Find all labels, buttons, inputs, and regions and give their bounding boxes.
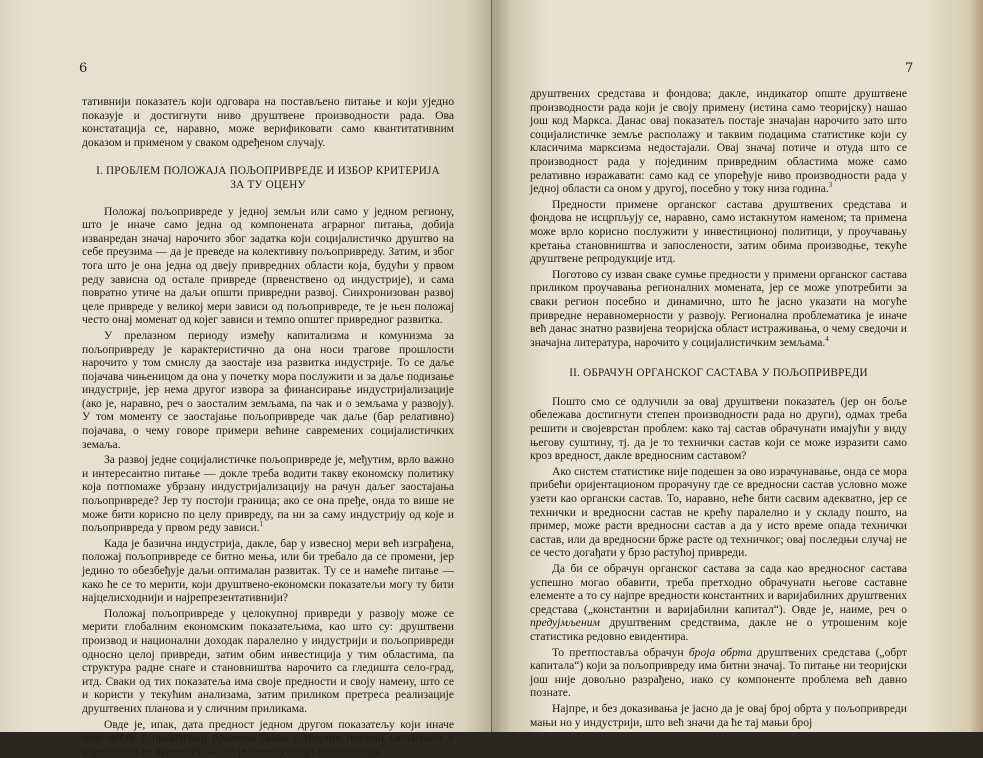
paragraph (530, 646, 907, 700)
paragraph (82, 453, 454, 535)
paragraph-text: То претпоставља обрачун (552, 645, 689, 659)
paragraph-intro: тативнији показатељ који одговара на постављено питање и који уједно показује и достигнути ниво друштвене производности рада. Ова констатација се, наравно, може верификовати само квантитативним доказом и применом у сваком одређеном случају. (82, 95, 454, 149)
page-number-right: 7 (905, 61, 914, 76)
paragraph: Положај пољопривреде у једној земљи или само у једном региону, што је иначе само једна од компонената аграрног питања, добија изванредан значај нарочито због задатка који социјалистичко друштво на себе преузима — да је преведе на колективну пољопривреду. Затим, и због тога што је она једна од двеју привредних области која, будући у првом реду зависна од остале привреде (првенствено од индустрије), и сама повратно утиче на даљи општи привредни развој. Синхронизован развој целе привреде у великој мери зависи од пољопривреде, те је њен положај често онај моменат од којег зависи и темпо општег привредног развитка. (82, 204, 454, 327)
right-page (491, 0, 983, 732)
paragraph-text: — то је поменути органски састав (207, 744, 379, 758)
section-heading-2: II. ОБРАЧУН ОРГАНСКОГ САСТАВА У ПОЉОПРИВРЕДИ (569, 367, 868, 380)
footnote-marker: 2 (203, 743, 208, 752)
paragraph-text: друштвених средстава („обрт капитала“) који за пољопривреду има битни значај. То питање ни теоријски још није довољно разрађено, иако су компоненте проблема већ давно познате. (530, 645, 907, 700)
paragraph-text: друштвених средстава и фондова; дакле, индикатор опште друштвене производности рада који је своју примену (истина само теоријску) нашао још код Маркса. Данас овај показатељ постаје значајан нарочито зато што социјалистичке земље располажу и таквим подацима статистике који су класичима марксизма недостајали. Овај значај потиче и отуда што се производност рада у појединим привредним областима може само релативно изражавати: само кад се упоређује ниво производности рада у једној области са оном у другој, посебно у току низа година. (530, 87, 907, 196)
footnote-marker: 1 (259, 520, 264, 529)
paragraph-text: Да би се обрачун органског састава за сада као вредносног састава успешно могао обавити, треба претходно обрачунати његове саставне елементе а то су најпре вредности константних и варијабилних друштвених средстава („константни и варијабилни капитал“). Овде је, наиме, реч о (530, 562, 907, 616)
paragraph: Предности примене органског састава друштвених средстава и фондова не исцрпљују се, наравно, само истакнутом наменом; та примена може врло корисно послужити у инвестиционој политици, у проучавању кретања становништва и запослености, затим обима производње, текуће друштвене репродукције итд. (530, 197, 907, 266)
paragraph: Најпре, и без доказивања је јасно да је овај број обрта у пољопривреди мањи но у индустрији, што већ значи да ће тај мањи број (530, 701, 907, 729)
section-heading-1 (82, 165, 454, 192)
footnote-marker: 3 (828, 181, 833, 190)
paragraph-text: друштвеним средствима, дакле не о утрошеним које статистика редовно евидентира. (530, 616, 907, 643)
right-page-body (530, 87, 907, 729)
section-heading-1-line2: ЗА ТУ ОЦЕНУ (230, 178, 306, 191)
paragraph (530, 268, 907, 350)
paragraph-text: Поготово су изван сваке сумње предности у примени органског састава приликом проучавања регионалних момената, јер се може употребити за сваки регион посебно и динамично, што ће јасно указати на могуће привредне неравномерности у развоју. Регионална проблематика је иначе већ данас знатно развијена теоријска област истраживања, о чему сведочи и значајна литература, нарочито у социјалистичким земљама. (530, 267, 907, 349)
paragraph: Положај пољопривреде у целокупној привреди у развоју може се мерити глобалним економским показатељима, као што су: друштвени производ и национални доходак паралелно у индустрији и пољопривреди односно целој привреди, затим обим инвестиција у тим областима, па структура радне снаге и становништва нарочито са гледишта село-град, итд. Сваки од тих показатеља има своје предности и своју намену, што се и користи у текућим анализама, затим приликом претреса реализације друштвених планова и у сличним приликама. (82, 606, 454, 715)
page-number-left: 6 (79, 61, 88, 76)
paragraph (82, 718, 454, 758)
left-page (0, 0, 491, 758)
paragraph: Када је базична индустрија, дакле, бар у извесној мери већ изграђена, положај пољопривреде се битно мења, или би требало да се промени, јер једино то обезбеђује даљи оптималан развитак. Ту се и намеће питање — како ће се то мерити, који друштвено-економски показатељи могу ту бити најцелисходнији и најрепрезентативнији? (82, 536, 454, 605)
paragraph: У прелазном периоду између капитализма и комунизма за пољопривреду је карактеристично да она носи трагове прошлости нарочито у том смислу да заостаје иза развитка индустрије. То се даље појачава чињеницом да она у почетку мора послужити и за даље подизање индустрије, јер нема другог извора за финансирање индустријализације (ако је, наравно, реч о заосталим земљама, па чак и о земљама у развоју). У том моменту се заостајање пољопривреде чак даље (бар релативно) појачава, о чему говоре примери већине савремених социјалистичких земаља. (82, 328, 454, 451)
paragraph (530, 87, 907, 196)
paragraph-text: Овде је, ипак, дата предност једном другом показатељу који иначе није често у практичној примени (иако у теорији постоји сагласност о корисности те примене), (82, 717, 454, 758)
paragraph: Пошто смо се одлучили за овај друштвени показатељ (јер он боље обележава достигнути степен производности рада но други), одмах треба решити и својеврстан проблем: како тај састав обрачунати имајући у виду његову суштину, тј. да је то технички састав који се може изразити само кроз вредност, дакле вредносним саставом? (530, 394, 907, 463)
paragraph: Ако систем статистике није подешен за ово израчунавање, онда се мора прибећи оријентационом прорачуну где се вредносни састав условно може узети као органски састав. То, наравно, неће бити сасвим адекватно, јер се технички и вредносни састав не крећу паралелно и у складу пошто, на пример, може расти вредносни састав а да у исто време опада технички састав, или да вредносни брже расте од техничког; овај последњи случај не се често догађати у брзо растућој привреди. (530, 464, 907, 560)
footnote-marker: 4 (825, 334, 829, 343)
emphasis-text: броја обрта (688, 645, 752, 659)
paragraph (530, 562, 907, 644)
paragraph-text: За развој једне социјалистичке пољопривреде је, међутим, врло важно и интересантно питање — докле треба водити такву економску политику која потпомаже убрзану индустријализацију на рачун даљег заостајања пољопривреде? Јер ту постоји граница; ако се она пређе, онда то више не може бити корисно по целу привреду, па ни за саму индустрију од које и пољопривреда у првом реду зависи. (82, 453, 454, 535)
section-heading-1-line1: I. ПРОБЛЕМ ПОЛОЖАЈА ПОЉОПРИВРЕДЕ И ИЗБОР КРИТЕРИЈА (96, 165, 440, 178)
emphasis-text: предујмљеним (530, 616, 600, 630)
left-page-body (82, 95, 454, 758)
